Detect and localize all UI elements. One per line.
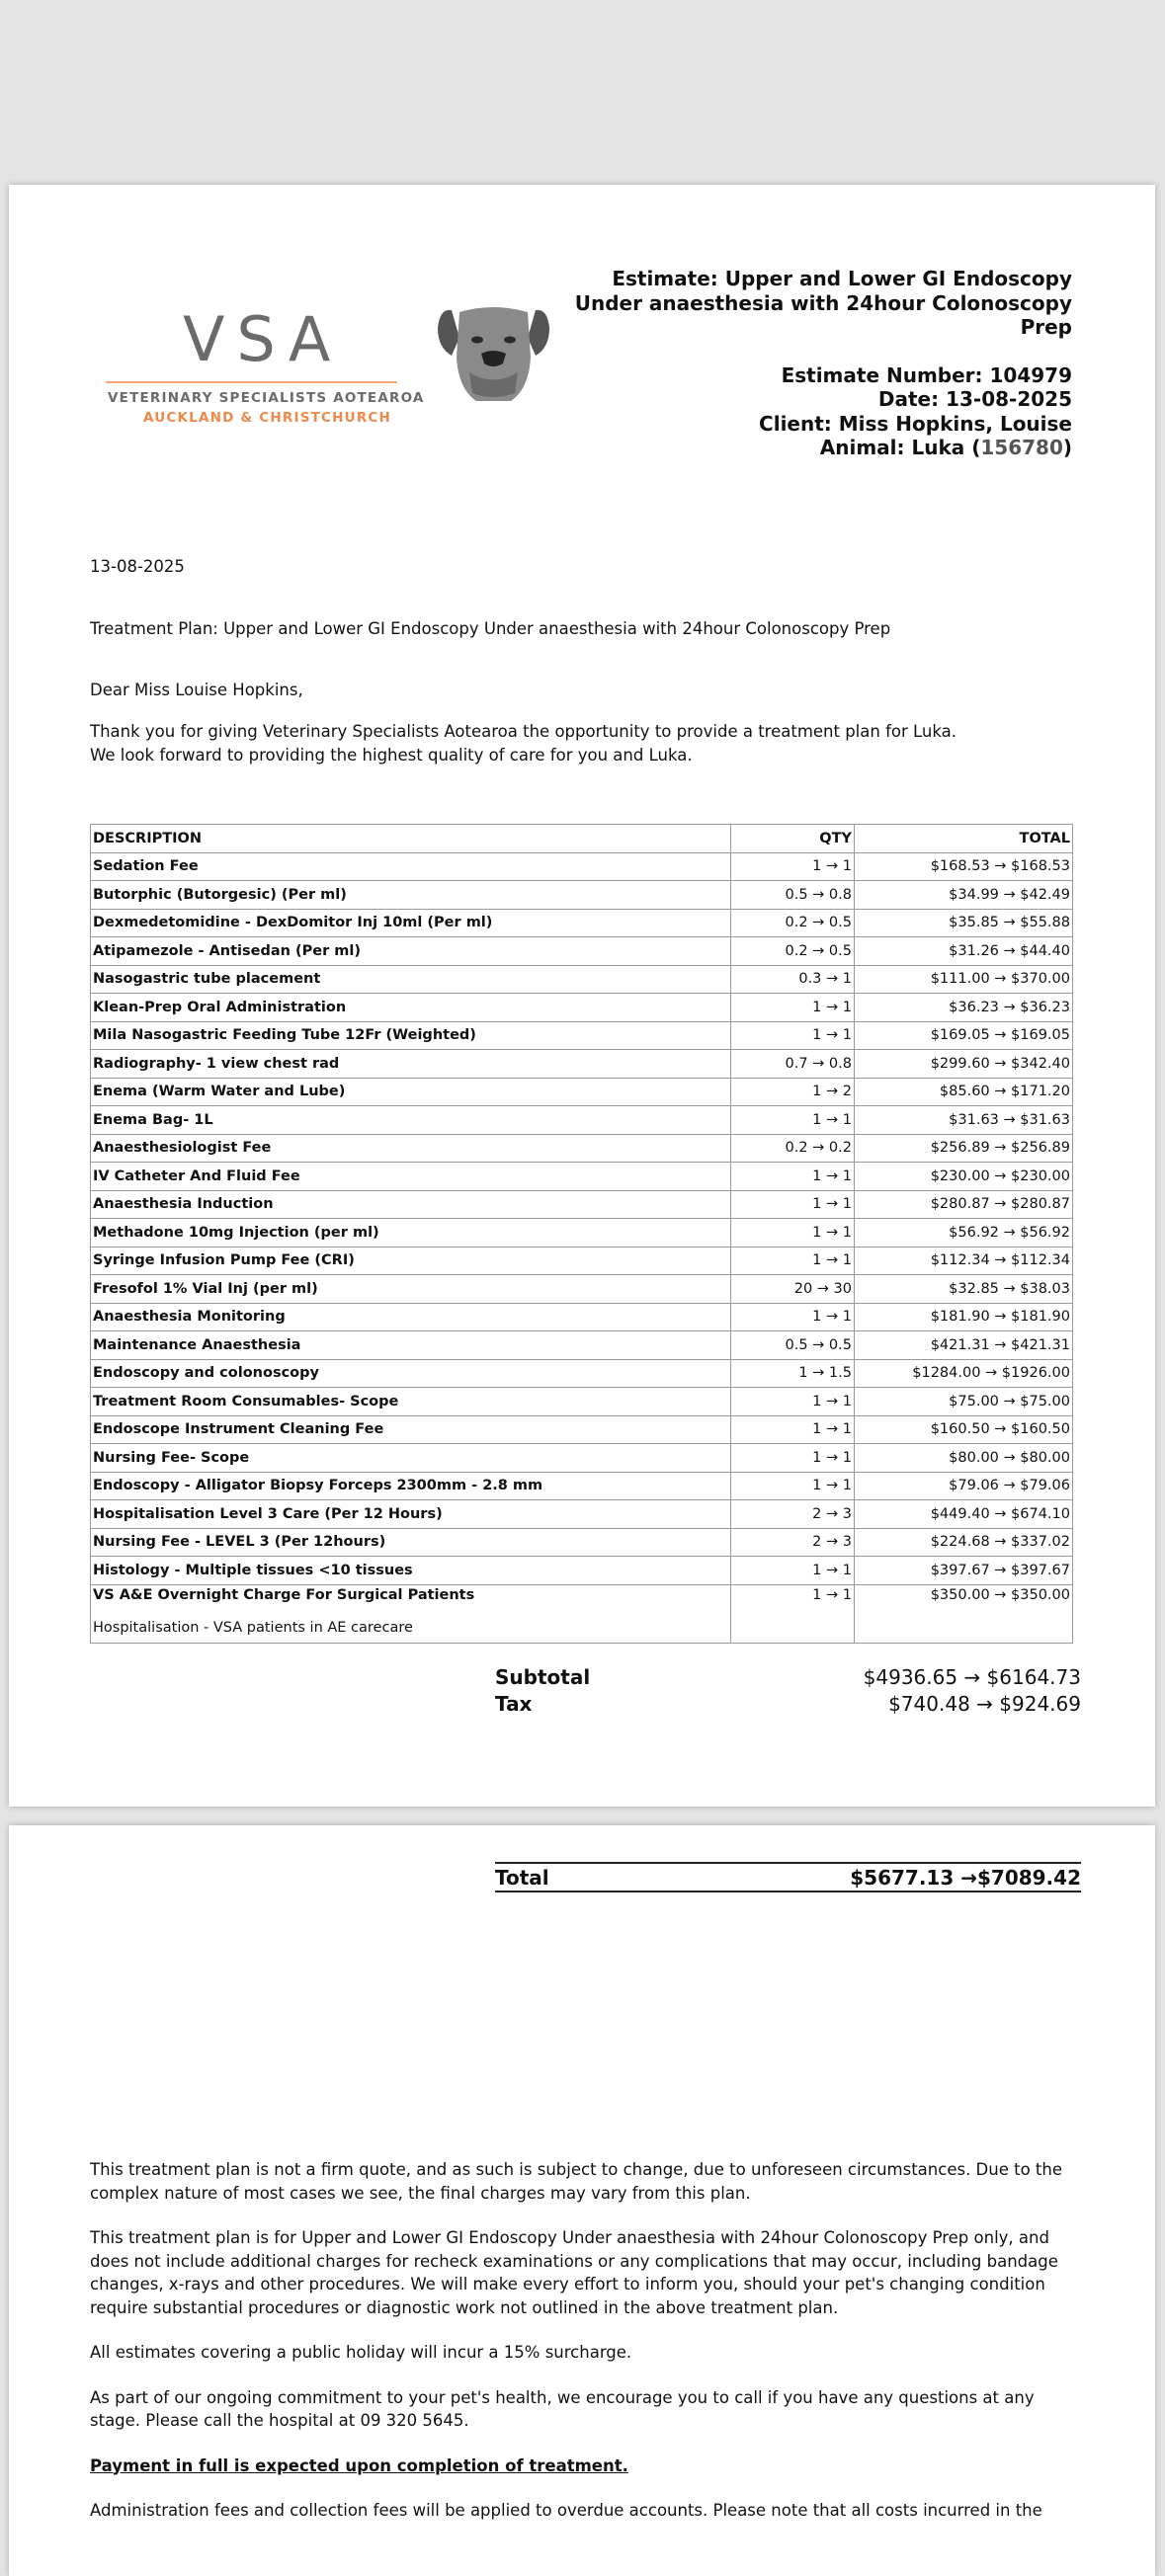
item-description: Butorphic (Butorgesic) (Per ml) — [91, 881, 731, 910]
item-total: $85.60 → $171.20 — [855, 1078, 1073, 1106]
table-row — [91, 1247, 1073, 1275]
table-row — [91, 1388, 1073, 1416]
item-total: $280.87 → $280.87 — [855, 1190, 1073, 1219]
estimate-page-2 — [9, 1825, 1155, 2576]
item-total: $160.50 → $160.50 — [855, 1415, 1073, 1444]
item-qty: 20 → 30 — [731, 1275, 855, 1304]
item-total: $256.89 → $256.89 — [855, 1134, 1073, 1163]
item-description: Fresofol 1% Vial Inj (per ml) — [91, 1275, 731, 1304]
estimate-title: Estimate: Upper and Lower GI Endoscopy Under anaesthesia with 24hour Colonoscopy Prep — [574, 267, 1072, 339]
item-total: $350.00 → $350.00 — [855, 1584, 1073, 1643]
item-total: $449.40 → $674.10 — [855, 1500, 1073, 1529]
item-description: Nasogastric tube placement — [91, 965, 731, 994]
item-total: $224.68 → $337.02 — [855, 1528, 1073, 1557]
item-total: $181.90 → $181.90 — [855, 1303, 1073, 1331]
item-qty: 1 → 1 — [731, 1021, 855, 1050]
item-description: Anaesthesiologist Fee — [91, 1134, 731, 1163]
tax-label: Tax — [495, 1691, 533, 1716]
item-qty: 1 → 1 — [731, 1106, 855, 1135]
item-qty: 1 → 1 — [731, 1557, 855, 1585]
item-description: Radiography- 1 view chest rad — [91, 1050, 731, 1079]
item-description: Hospitalisation Level 3 Care (Per 12 Hours) — [91, 1500, 731, 1529]
subtotal-row — [495, 1663, 1081, 1690]
client-name: Client: Miss Hopkins, Louise — [759, 411, 1072, 436]
item-description: Dexmedetomidine - DexDomitor Inj 10ml (Per ml) — [91, 909, 731, 937]
item-qty: 0.5 → 0.8 — [731, 881, 855, 910]
item-qty: 0.3 → 1 — [731, 965, 855, 994]
item-qty: 1 → 1 — [731, 1388, 855, 1416]
item-qty: 1 → 1 — [731, 1415, 855, 1444]
treatment-plan-title: Treatment Plan: Upper and Lower GI Endoscopy Under anaesthesia with 24hour Colonoscopy Prep — [90, 619, 891, 638]
estimate-items-table — [90, 824, 1073, 1644]
item-qty: 0.2 → 0.2 — [731, 1134, 855, 1163]
dog-head-icon — [432, 298, 555, 407]
table-row — [91, 994, 1073, 1022]
item-qty: 2 → 3 — [731, 1528, 855, 1557]
item-qty: 1 → 1 — [731, 1190, 855, 1219]
item-qty: 1 → 1 — [731, 1472, 855, 1500]
subtotal-value: $4936.65 → $6164.73 — [863, 1664, 1081, 1689]
item-total: $397.67 → $397.67 — [855, 1557, 1073, 1585]
table-row — [91, 1050, 1073, 1079]
item-description: Enema Bag- 1L — [91, 1106, 731, 1135]
item-description: Mila Nasogastric Feeding Tube 12Fr (Weighted) — [91, 1021, 731, 1050]
item-total: $230.00 → $230.00 — [855, 1163, 1073, 1191]
item-qty: 1 → 1 — [731, 1163, 855, 1191]
terms-not-firm-quote: This treatment plan is not a firm quote, and as such is subject to change, due to unforeseen circumstances. Due to the complex nature of most cases we see, the final charges may vary from this plan. — [90, 2160, 1063, 2203]
item-total: $421.31 → $421.31 — [855, 1331, 1073, 1360]
column-header-total: TOTAL — [855, 825, 1073, 853]
item-description: Histology - Multiple tissues <10 tissues — [91, 1557, 731, 1585]
tax-row — [495, 1690, 1081, 1717]
item-qty: 0.2 → 0.5 — [731, 909, 855, 937]
estimate-summary — [495, 1663, 1081, 1717]
item-qty: 0.2 → 0.5 — [731, 937, 855, 966]
estimate-date: Date: 13-08-2025 — [877, 387, 1072, 411]
item-qty: 0.7 → 0.8 — [731, 1050, 855, 1079]
terms-contact: As part of our ongoing commitment to your pet's health, we encourage you to call if you have any questions at any stage. Please call the hospital at 09 320 5645. — [90, 2387, 1035, 2430]
item-description: IV Catheter And Fluid Fee — [91, 1163, 731, 1191]
item-qty: 1 → 1.5 — [731, 1359, 855, 1388]
item-total: $168.53 → $168.53 — [855, 852, 1073, 881]
item-description: Endoscopy - Alligator Biopsy Forceps 2300mm - 2.8 mm — [91, 1472, 731, 1500]
estimate-page-1 — [9, 185, 1155, 1807]
table-header-row — [91, 825, 1073, 853]
item-description: Enema (Warm Water and Lube) — [91, 1078, 731, 1106]
item-description: Anaesthesia Induction — [91, 1190, 731, 1219]
table-row — [91, 1163, 1073, 1191]
table-row — [91, 1415, 1073, 1444]
total-label: Total — [495, 1865, 549, 1890]
table-row — [91, 909, 1073, 937]
item-description: Nursing Fee - LEVEL 3 (Per 12hours) — [91, 1528, 731, 1557]
table-row — [91, 1021, 1073, 1050]
estimate-number: Estimate Number: 104979 — [781, 362, 1072, 387]
item-description: Methadone 10mg Injection (per ml) — [91, 1219, 731, 1248]
table-row — [91, 1500, 1073, 1529]
item-description: Anaesthesia Monitoring — [91, 1303, 731, 1331]
letter-intro: Thank you for giving Veterinary Specialists Aotearoa the opportunity to provide a treatment plan for Luka. We look forward to providing the highest quality of care for you and Luka. — [90, 722, 957, 765]
item-qty: 2 → 3 — [731, 1500, 855, 1529]
item-note: Hospitalisation - VSA patients in AE carecare — [93, 1619, 413, 1636]
item-total: $299.60 → $342.40 — [855, 1050, 1073, 1079]
item-qty: 1 → 1 — [731, 1219, 855, 1248]
item-total: $34.99 → $42.49 — [855, 881, 1073, 910]
animal-info: Animal: Luka (156780) — [819, 436, 1072, 459]
logo-divider — [106, 381, 397, 383]
table-row — [91, 1219, 1073, 1248]
table-row — [91, 1359, 1073, 1388]
table-row — [91, 1303, 1073, 1331]
table-row — [91, 1078, 1073, 1106]
table-row — [91, 1472, 1073, 1500]
tax-value: $740.48 → $924.69 — [888, 1691, 1081, 1716]
table-row — [91, 881, 1073, 910]
item-total: $36.23 → $36.23 — [855, 994, 1073, 1022]
item-total: $169.05 → $169.05 — [855, 1021, 1073, 1050]
item-description: Syringe Infusion Pump Fee (CRI) — [91, 1247, 731, 1275]
terms-section — [90, 2158, 1078, 2544]
item-total: $35.85 → $55.88 — [855, 909, 1073, 937]
item-total: $75.00 → $75.00 — [855, 1388, 1073, 1416]
item-description: Sedation Fee — [91, 852, 731, 881]
subtotal-label: Subtotal — [495, 1664, 591, 1689]
item-description: Nursing Fee- Scope — [91, 1444, 731, 1473]
item-qty: 1 → 1 — [731, 1247, 855, 1275]
table-row — [91, 1331, 1073, 1360]
item-total: $111.00 → $370.00 — [855, 965, 1073, 994]
item-description: Klean-Prep Oral Administration — [91, 994, 731, 1022]
column-header-qty: QTY — [731, 825, 855, 853]
letter-date: 13-08-2025 — [90, 557, 185, 576]
table-row — [91, 965, 1073, 994]
table-row — [91, 937, 1073, 966]
logo-brand: VSA — [183, 303, 343, 375]
table-row — [91, 1106, 1073, 1135]
item-description: Atipamezole - Antisedan (Per ml) — [91, 937, 731, 966]
item-qty: 1 → 1 — [731, 1584, 855, 1643]
animal-id: 156780 — [980, 436, 1063, 459]
logo-clinic-name: VETERINARY SPECIALISTS AOTEAROA — [108, 390, 425, 406]
table-row — [91, 1134, 1073, 1163]
item-total: $56.92 → $56.92 — [855, 1219, 1073, 1248]
item-description: Endoscopy and colonoscopy — [91, 1359, 731, 1388]
table-row — [91, 1444, 1073, 1473]
table-row — [91, 1275, 1073, 1304]
vsa-logo — [96, 303, 541, 426]
total-value: $5677.13 →$7089.42 — [850, 1865, 1081, 1890]
item-description: Maintenance Anaesthesia — [91, 1331, 731, 1360]
item-total: $31.63 → $31.63 — [855, 1106, 1073, 1135]
terms-scope: This treatment plan is for Upper and Lower GI Endoscopy Under anaesthesia with 24hour Colonoscopy Prep only, and does not include additional charges for recheck examinations or any complications that may occur, including bandage changes, x-rays and other procedures. We will make every effort to inform you, should your pet's changing condition require substantial procedures or diagnostic work not outlined in the above treatment plan. — [90, 2228, 1058, 2317]
column-header-description: DESCRIPTION — [91, 825, 731, 853]
item-total: $79.06 → $79.06 — [855, 1472, 1073, 1500]
logo-locations: AUCKLAND & CHRISTCHURCH — [143, 410, 392, 426]
item-qty: 1 → 1 — [731, 994, 855, 1022]
table-row — [91, 1528, 1073, 1557]
item-qty: 0.5 → 0.5 — [731, 1331, 855, 1360]
item-description: Treatment Room Consumables- Scope — [91, 1388, 731, 1416]
table-row — [91, 1557, 1073, 1585]
item-total: $31.26 → $44.40 — [855, 937, 1073, 966]
table-row — [91, 1584, 1073, 1643]
terms-overdue-fees: Administration fees and collection fees will be applied to overdue accounts. Please note that all costs incurred in the — [90, 2501, 1042, 2520]
estimate-header — [558, 267, 1072, 460]
item-total: $112.34 → $112.34 — [855, 1247, 1073, 1275]
table-row — [91, 852, 1073, 881]
letter-greeting: Dear Miss Louise Hopkins, — [90, 681, 303, 699]
terms-holiday-surcharge: All estimates covering a public holiday will incur a 15% surcharge. — [90, 2343, 632, 2362]
item-total: $80.00 → $80.00 — [855, 1444, 1073, 1473]
item-total: $1284.00 → $1926.00 — [855, 1359, 1073, 1388]
item-description — [91, 1584, 731, 1643]
item-qty: 1 → 2 — [731, 1078, 855, 1106]
item-qty: 1 → 1 — [731, 1444, 855, 1473]
terms-payment: Payment in full is expected upon completion of treatment. — [90, 2455, 628, 2475]
item-total: $32.85 → $38.03 — [855, 1275, 1073, 1304]
item-description-text: VS A&E Overnight Charge For Surgical Patients — [93, 1586, 475, 1603]
item-qty: 1 → 1 — [731, 1303, 855, 1331]
item-qty: 1 → 1 — [731, 852, 855, 881]
item-description: Endoscope Instrument Cleaning Fee — [91, 1415, 731, 1444]
total-row — [495, 1862, 1081, 1892]
table-row — [91, 1190, 1073, 1219]
